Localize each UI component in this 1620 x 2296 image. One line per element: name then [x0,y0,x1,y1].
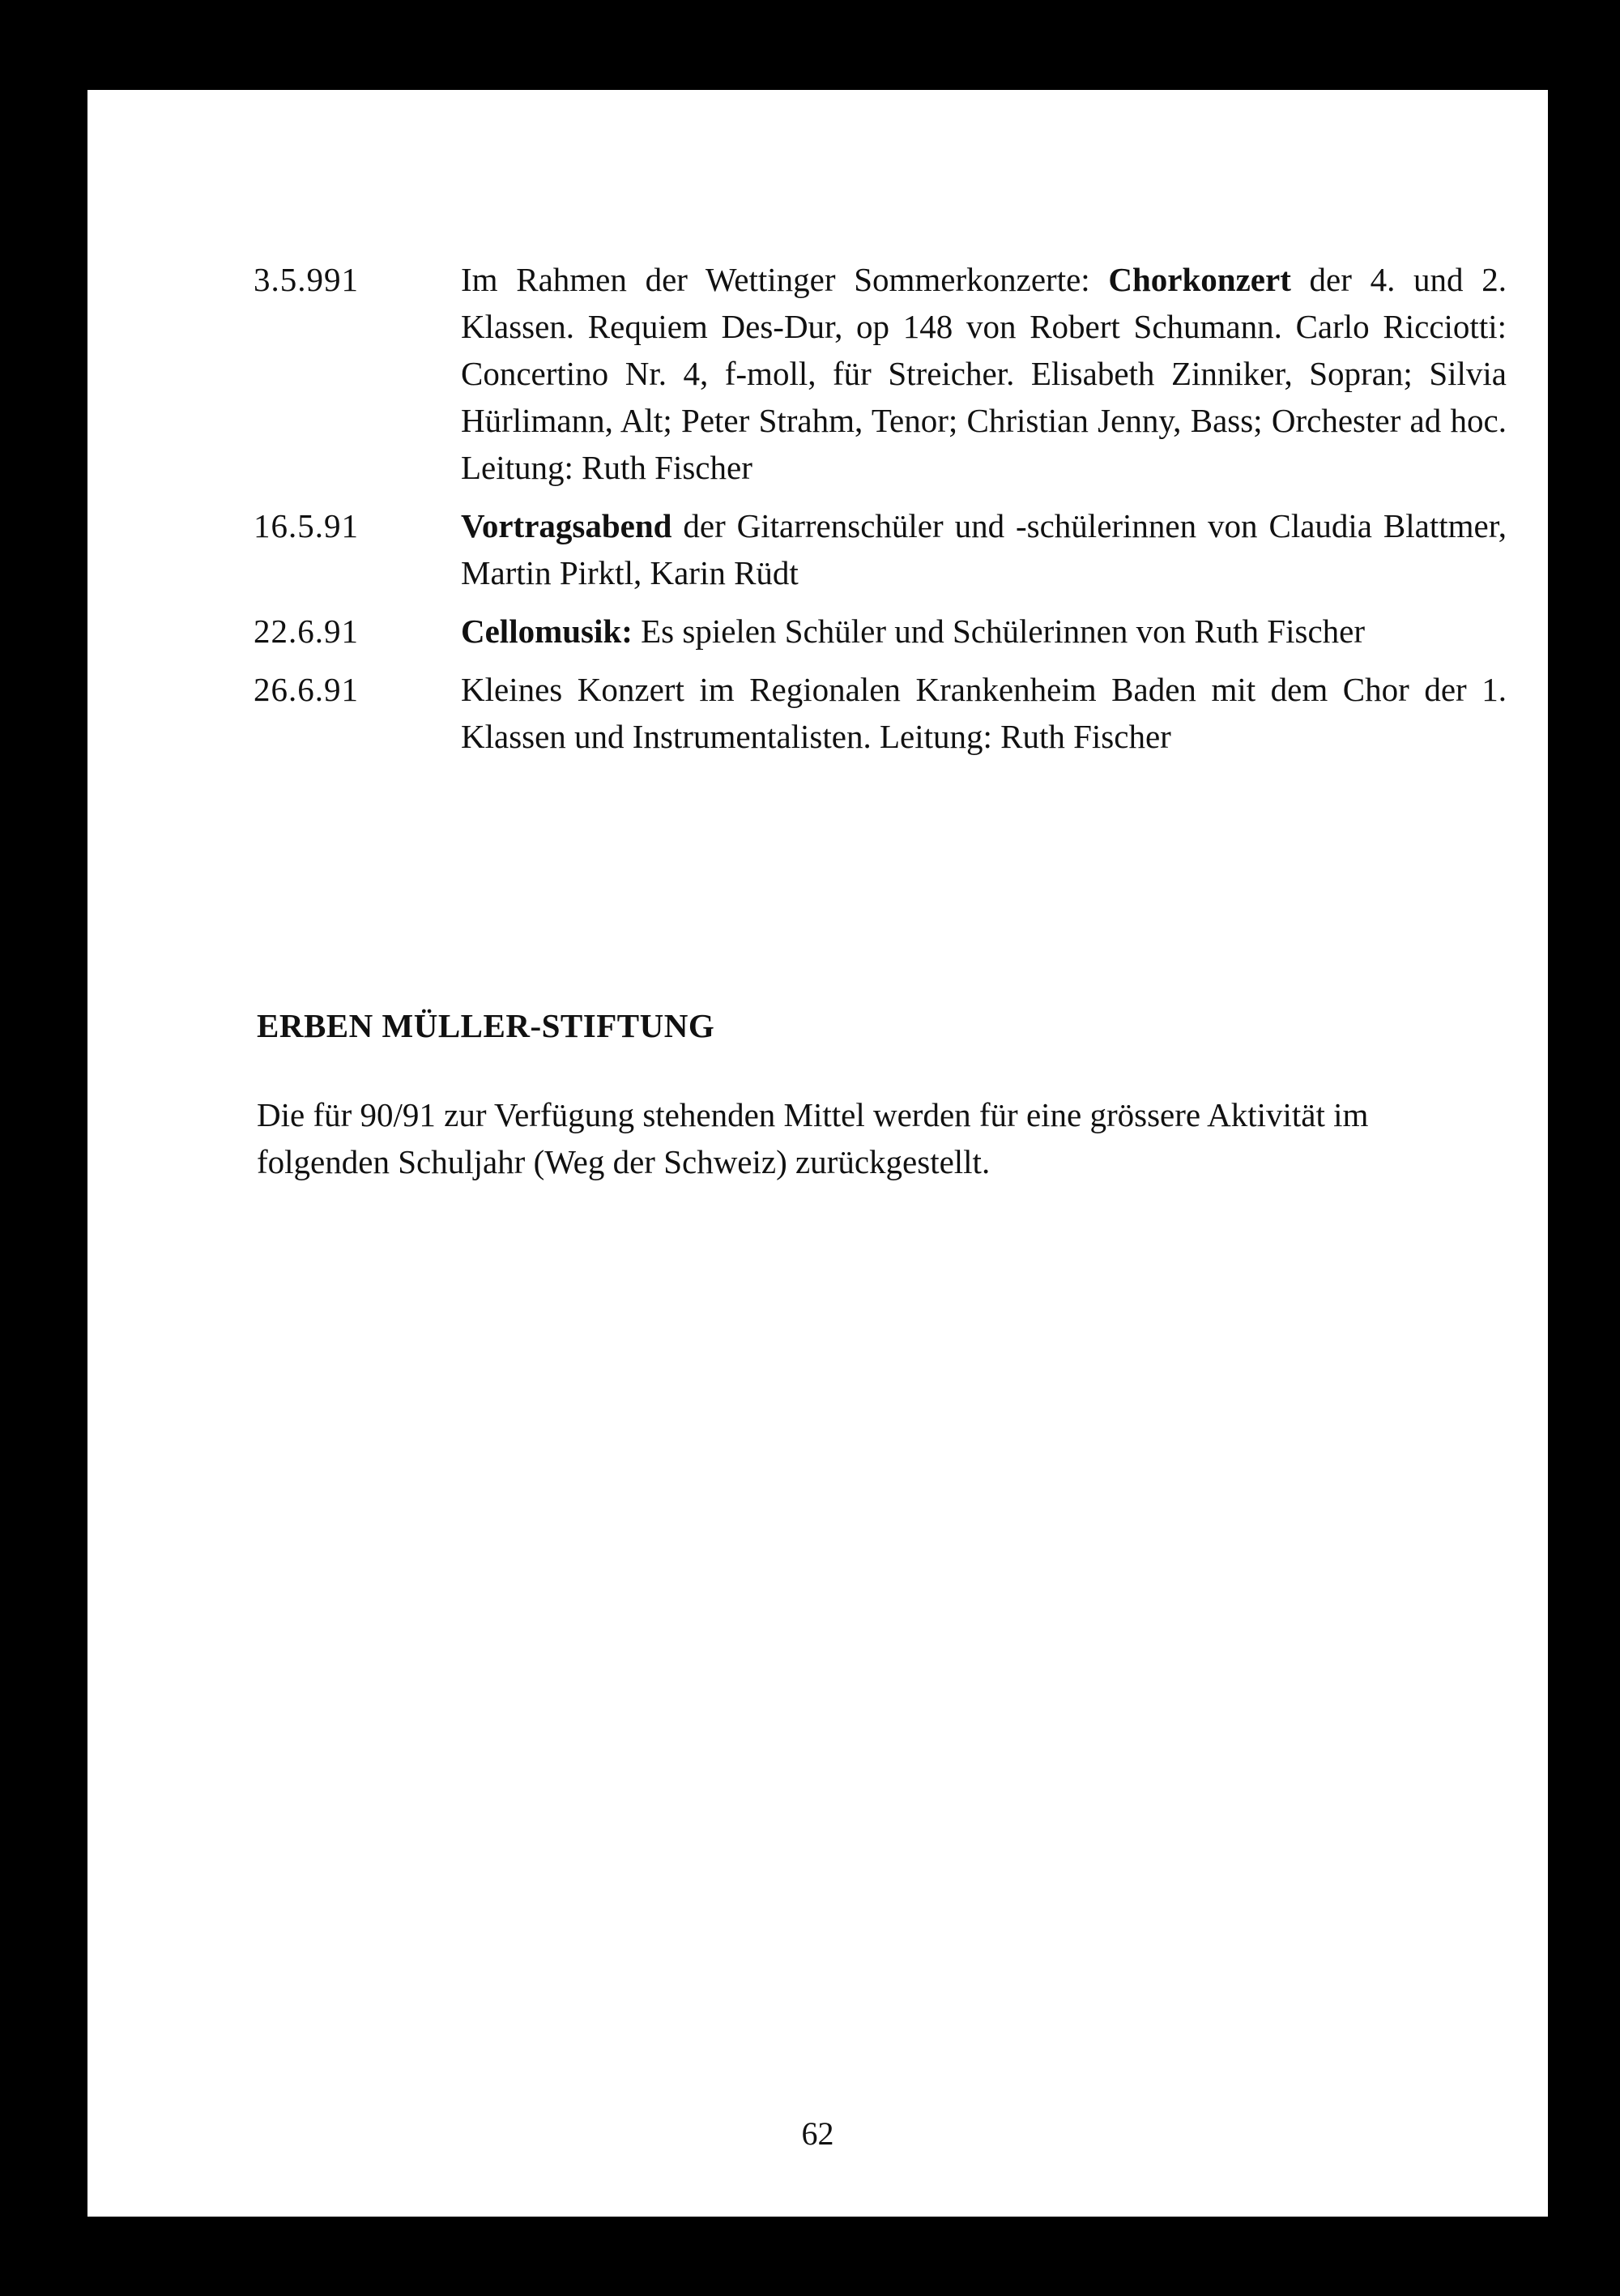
event-date: 3.5.991 [254,261,359,298]
event-entry [254,608,1507,655]
event-description [461,502,1507,596]
event-body-text: Kleines Konzert im Regionalen Krankenheim Baden mit dem Chor der 1. Klassen und Instrumentalisten. Leitung: Ruth Fischer [461,671,1507,755]
event-entry [254,502,1507,596]
section-heading: ERBEN MÜLLER-STIFTUNG [257,1007,715,1044]
section-body: Die für 90/91 zur Verfügung stehenden Mittel werden für eine grössere Aktivität im folgenden Schuljahr (Weg der Schweiz) zurückgestellt. [257,1096,1369,1180]
page-number: 62 [801,2115,834,2152]
event-date: 22.6.91 [254,612,359,650]
event-bold-title: Chorkonzert [1108,261,1291,298]
event-description [461,608,1507,655]
event-body-text: der Gitarrenschüler und -schülerinnen von Claudia Blattmer, Martin Pirktl, Karin Rüdt [461,507,1507,591]
event-body-text: Es spielen Schüler und Schülerinnen von Ruth Fischer [632,612,1366,650]
event-list [254,256,1507,771]
event-bold-title: Vortragsabend [461,507,672,544]
event-entry [254,256,1507,491]
event-bold-title: Cellomusik: [461,612,633,650]
document-page [87,90,1548,2217]
event-body-text: der 4. und 2. Klassen. Requiem Des-Dur, op 148 von Robert Schumann. Carlo Ricciotti: Concertino Nr. 4, f-moll, für Streicher. Elisabeth Zinniker, Sopran; Silvia Hürlimann, Alt; Peter Strahm, Tenor; Christian Jenny, Bass; Orchester ad hoc. Leitung: Ruth Fischer [461,261,1507,486]
event-description [461,666,1507,760]
event-date: 16.5.91 [254,507,359,544]
event-lead-text: Im Rahmen der Wettinger Sommerkonzerte: [461,261,1109,298]
event-date: 26.6.91 [254,671,359,708]
event-description [461,256,1507,491]
event-entry [254,666,1507,760]
